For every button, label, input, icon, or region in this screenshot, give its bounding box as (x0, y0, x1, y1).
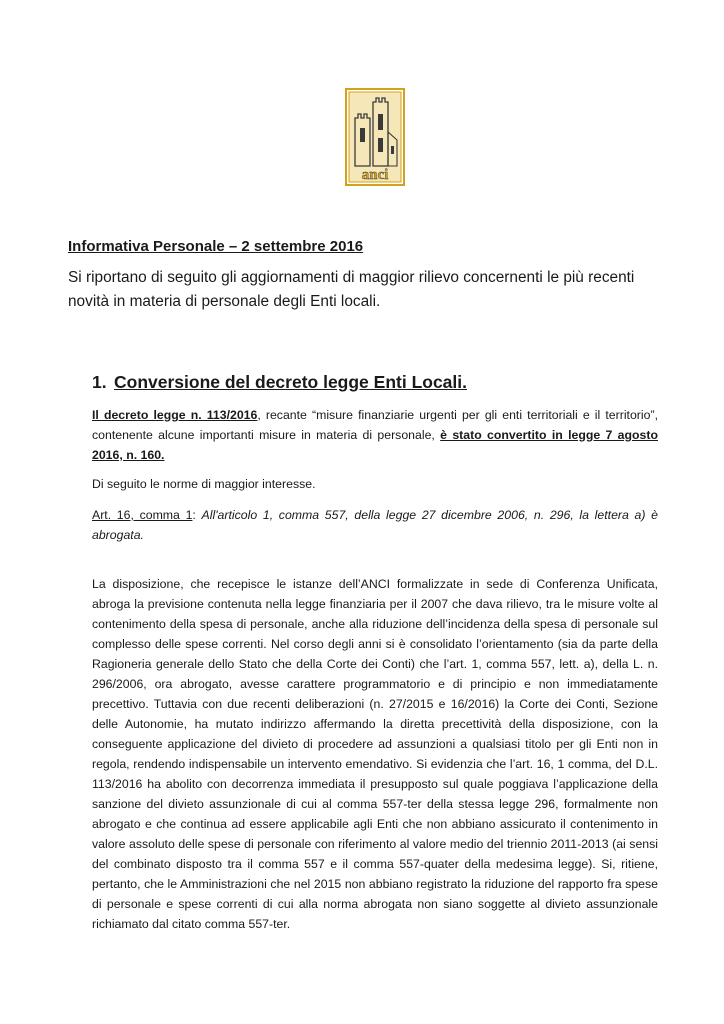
document-title: Informativa Personale – 2 settembre 2016 (68, 238, 364, 255)
decree-reference: Il decreto legge n. 113/2016 (92, 408, 258, 422)
lead-paragraph (92, 405, 658, 465)
section-number: 1. (92, 372, 107, 392)
section-title: Conversione del decreto legge Enti Locali. (114, 372, 467, 392)
conversion-statement: è stato convertito in legge 7 agosto 2016, n. 160. (92, 428, 658, 462)
article-paragraph (92, 505, 658, 545)
article-separator: : (192, 508, 202, 522)
article-reference: Art. 16, comma 1 (92, 508, 193, 522)
norme-intro: Di seguito le norme di maggior interesse. (92, 477, 316, 491)
logo-wordmark: anci (361, 167, 389, 183)
intro-paragraph: Si riportano di seguito gli aggiornamenti di maggior rilievo concernenti le più recenti novità in materia di personale degli Enti locali. (68, 269, 635, 310)
body-paragraph: La disposizione, che recepisce le istanze dell’ANCI formalizzate in sede di Conferenza Unificata, abroga la previsione contenuta nella legge finanziaria per il 2007 che dava rilievo, tra le misure volte al contenimento della spesa di personale, anche alla riduzione dell’incidenza della spesa di personale sul complesso delle spese correnti. Nel corso degli anni si è consolidato l’orientamento (sia da parte della Ragioneria generale dello Stato che della Corte dei Conti) che l’art. 1, comma 557, lett. a), della L. n. 296/2006, ora abrogato, avesse carattere programmatorio e di principio e non immediatamente precettivo. Tuttavia con due recenti deliberazioni (n. 27/2015 e 16/2016) la Corte dei Conti, Sezione delle Autonomie, ha mutato indirizzo affermando la diretta precettività della disposizione, con la conseguente applicazione del divieto di procedere ad assunzioni a qualsiasi titolo per gli Enti non in regola, rendendo indispensabile un intervento emendativo. Si evidenzia che l’art. 16, 1 comma, del D.L. 113/2016 ha abolito con decorrenza immediata il presupposto sul quale poggiava l’applicazione della sanzione del divieto assunzionale di cui al comma 557-ter della stessa legge 296, formalmente non abrogato e che continua ad essere applicabile agli Enti che non abbiano assicurato il contenimento in valore assoluto delle spese di personale con riferimento al valore medio del triennio 2011-2013 (ai sensi del combinato disposto tra il comma 557 e il comma 557-quater della medesima legge). Si, ritiene, pertanto, che le Amministrazioni che nel 2015 non abbiano registrato la riduzione del rapporto fra spese di personale e spese correnti di cui alla norma abrogata non siano soggette al divieto assunzionale richiamato dal citato comma 557-ter. (92, 577, 658, 931)
article-text: All'articolo 1, comma 557, della legge 27 dicembre 2006, n. 296, la lettera a) è abrogata. (92, 508, 658, 542)
lead-text: , recante “misure finanziarie urgenti per gli enti territoriali e il territorio”, contenente alcune importanti misure in materia di personale, (92, 408, 658, 442)
anci-logo (345, 88, 405, 186)
